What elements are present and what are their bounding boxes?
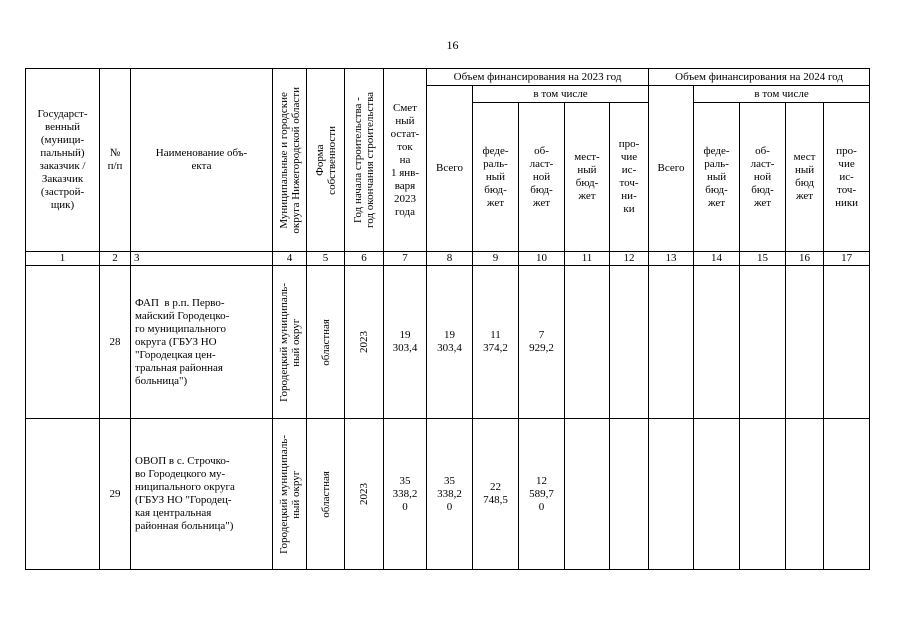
header-years-text: Год начала строительства - год окончания строительства	[352, 92, 376, 228]
row-name: ФАП в р.п. Перво- майский Городецко- го муниципального округа (ГБУЗ НО "Городецкая цен- тральная районная больница")	[131, 266, 273, 419]
header-fin-2023: Объем финансирования на 2023 год	[427, 69, 649, 86]
column-number: 1	[26, 252, 100, 266]
row-total-2023: 35 338,2 0	[427, 419, 473, 570]
row-ownership-text: областная	[319, 470, 332, 518]
header-municipality	[273, 69, 307, 252]
row-federal-2024	[694, 266, 740, 419]
column-number: 8	[427, 252, 473, 266]
row-name: ОВОП в с. Строчко- во Городецкого му- ниципального округа (ГБУЗ НО "Городец- кая центральная районная больница")	[131, 419, 273, 570]
row-regional-2023: 7 929,2	[519, 266, 565, 419]
header-incl-2023: в том числе	[473, 86, 649, 103]
column-number: 6	[345, 252, 384, 266]
row-federal-2023: 22 748,5	[473, 419, 519, 570]
header-fin-2024: Объем финансирования на 2024 год	[649, 69, 870, 86]
header-federal-2024: феде- раль- ный бюд- жет	[694, 103, 740, 252]
header-federal-2023: феде- раль- ный бюд- жет	[473, 103, 519, 252]
header-ownership	[307, 69, 345, 252]
column-number: 3	[131, 252, 273, 266]
row-other-2023	[610, 419, 649, 570]
column-number: 2	[100, 252, 131, 266]
header-total-2023: Всего	[427, 86, 473, 252]
row-years	[345, 266, 384, 419]
header-incl-2024: в том числе	[694, 86, 870, 103]
header-name: Наименование объ- екта	[131, 69, 273, 252]
column-number-row	[26, 252, 870, 266]
row-federal-2024	[694, 419, 740, 570]
row-local-2023	[565, 419, 610, 570]
row-ownership	[307, 266, 345, 419]
row-ownership	[307, 419, 345, 570]
column-number: 13	[649, 252, 694, 266]
row-years	[345, 419, 384, 570]
row-num: 29	[100, 419, 131, 570]
header-ownership-text: Форма собственности	[313, 125, 338, 195]
row-municipality	[273, 419, 307, 570]
column-number: 5	[307, 252, 345, 266]
column-number: 10	[519, 252, 565, 266]
header-regional-2024: об- ласт- ной бюд- жет	[740, 103, 786, 252]
row-local-2024	[786, 419, 824, 570]
header-local-2023: мест- ный бюд- жет	[565, 103, 610, 252]
row-total-2023: 19 303,4	[427, 266, 473, 419]
row-customer	[26, 266, 100, 419]
table-row	[26, 419, 870, 570]
row-regional-2024	[740, 266, 786, 419]
row-federal-2023: 11 374,2	[473, 266, 519, 419]
row-regional-2024	[740, 419, 786, 570]
row-other-2023	[610, 266, 649, 419]
column-number: 17	[824, 252, 870, 266]
column-number: 9	[473, 252, 519, 266]
header-other-2023: про- чие ис- точ- ни- ки	[610, 103, 649, 252]
row-total-2024	[649, 266, 694, 419]
header-regional-2023: об- ласт- ной бюд- жет	[519, 103, 565, 252]
column-number: 4	[273, 252, 307, 266]
row-local-2023	[565, 266, 610, 419]
row-municipality-text: Городецкий муниципаль- ный округ	[277, 434, 302, 554]
row-local-2024	[786, 266, 824, 419]
column-number: 15	[740, 252, 786, 266]
row-other-2024	[824, 419, 870, 570]
header-other-2024: про- чие ис- точ- ники	[824, 103, 870, 252]
row-ownership-text: областная	[319, 318, 332, 366]
header-municipality-text: Муниципальные и городские округа Нижегородской области	[277, 86, 302, 234]
row-estimate: 35 338,2 0	[384, 419, 427, 570]
header-total-2024: Всего	[649, 86, 694, 252]
row-municipality-text: Городецкий муниципаль- ный округ	[277, 282, 302, 402]
column-number: 11	[565, 252, 610, 266]
row-municipality	[273, 266, 307, 419]
header-estimate: Смет ный остат- ток на 1 янв- варя 2023 года	[384, 69, 427, 252]
table-row	[26, 266, 870, 419]
header-customer: Государст- венный (муници- пальный) заказчик / Заказчик (застрой- щик)	[26, 69, 100, 252]
row-estimate: 19 303,4	[384, 266, 427, 419]
financing-table	[25, 68, 870, 570]
row-years-text: 2023	[358, 483, 370, 505]
column-number: 14	[694, 252, 740, 266]
row-other-2024	[824, 266, 870, 419]
row-years-text: 2023	[358, 331, 370, 353]
row-num: 28	[100, 266, 131, 419]
column-number: 16	[786, 252, 824, 266]
row-total-2024	[649, 419, 694, 570]
row-customer	[26, 419, 100, 570]
header-num: № п/п	[100, 69, 131, 252]
page-number: 16	[446, 38, 459, 52]
header-local-2024: мест ный бюд жет	[786, 103, 824, 252]
header-years	[345, 69, 384, 252]
column-number: 12	[610, 252, 649, 266]
column-number: 7	[384, 252, 427, 266]
row-regional-2023: 12 589,7 0	[519, 419, 565, 570]
